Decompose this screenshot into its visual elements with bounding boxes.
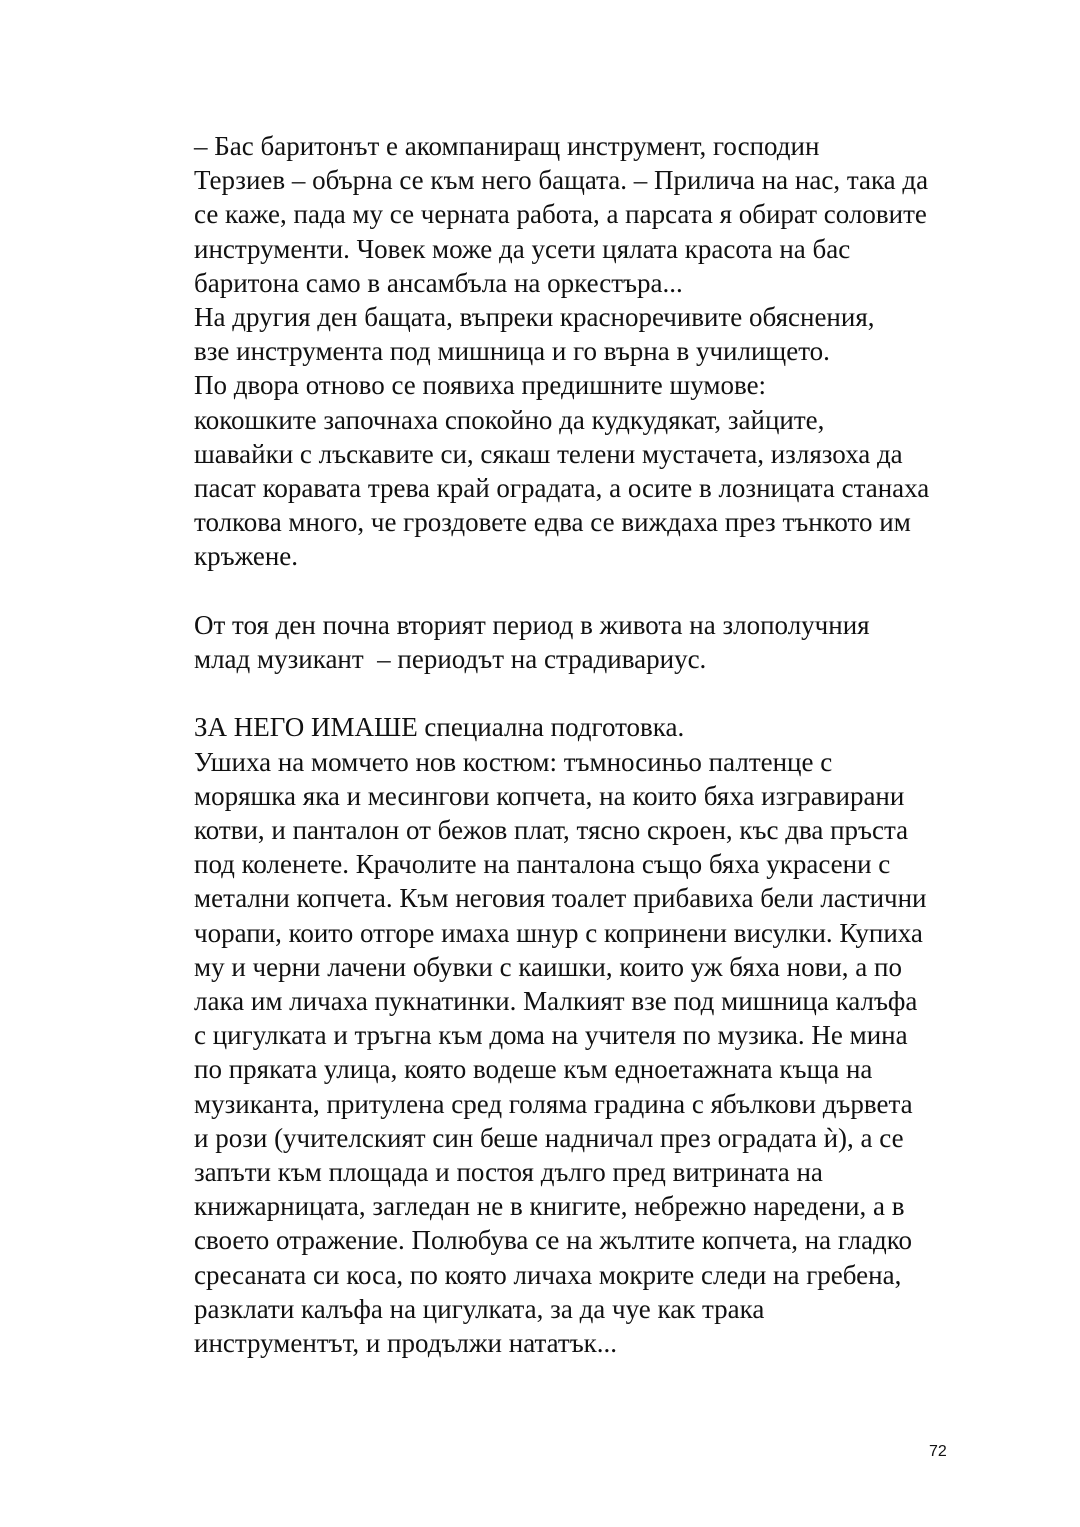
text-line: му и черни лачени обувки с каишки, които уж бяха нови, а по: [194, 951, 902, 982]
text-line: под коленете. Крачолите на панталона също бяха украсени с: [194, 849, 891, 880]
text-line: инструменти. Човек може да усети цялата красота на бас: [194, 233, 851, 264]
text-line: по пряката улица, която водеше към едноетажната къща на: [194, 1054, 873, 1085]
text-line: От тоя ден почна вторият период в живота на злополучния: [194, 609, 870, 640]
text-line: музиканта, притулена сред голяма градина с ябълкови дървета: [194, 1088, 913, 1119]
text-line: се каже, пада му се черната работа, а парсата я обират соловите: [194, 199, 927, 230]
text-line: Ушиха на момчето нов костюм: тъмносиньо палтенце с: [194, 746, 833, 777]
text-line: и рози (учителският син беше надничал през оградата ѝ), а се: [194, 1122, 904, 1153]
text-line: разклати калъфа на цигулката, за да чуе как трака: [194, 1293, 765, 1324]
paragraph-4: [130, 608, 952, 676]
paragraph-5: [130, 710, 952, 744]
text-line: котви, и панталон от бежов плат, тясно скроен, къс два пръста: [194, 815, 909, 846]
text-line: метални копчета. Към неговия тоалет прибавиха бели ластични: [194, 883, 927, 914]
text-line: ЗА НЕГО ИМАШЕ специална подготовка.: [194, 712, 685, 743]
text-line: млад музикант – периодът на страдивариус.: [194, 644, 707, 675]
text-line: шавайки с лъскавите си, сякаш телени мустачета, излязоха да: [194, 438, 903, 469]
text-line: кокошките започнаха спокойно да кудкудякат, зайците,: [194, 404, 825, 435]
text-line: запъти към площада и постоя дълго пред витрината на: [194, 1157, 823, 1188]
text-line: баритона само в ансамбъла на оркестъра...: [194, 267, 683, 298]
text-line: пасат коравата трева край оградата, а осите в лозницата станаха: [194, 473, 930, 504]
page-body: [130, 129, 952, 1360]
text-line: с цигулката и тръгна към дома на учителя по музика. Не мина: [194, 1020, 908, 1051]
paragraph-1: [130, 129, 952, 300]
blank-line: [130, 574, 952, 608]
text-line: взе инструмента под мишница и го върна в училището.: [194, 336, 830, 367]
text-line: лака им личаха пукнатинки. Малкият взе под мишница калъфа: [194, 986, 918, 1017]
blank-line: [130, 676, 952, 710]
page-number: 72: [929, 1443, 947, 1460]
text-line: чорапи, които отгоре имаха шнур с копринени висулки. Купиха: [194, 917, 923, 948]
text-line: своето отражение. Полюбува се на жълтите копчета, на гладко: [194, 1225, 913, 1256]
text-line: По двора отново се появиха предишните шумове:: [194, 370, 767, 401]
paragraph-6: [130, 745, 952, 1361]
text-line: кръжене.: [194, 541, 299, 572]
text-line: На другия ден бащата, въпреки красноречивите обяснения,: [194, 302, 875, 333]
paragraph-2: [130, 300, 952, 368]
text-line: – Бас баритонът е акомпаниращ инструмент, господин: [194, 131, 820, 161]
text-line: моряшка яка и месингови копчета, на които бяха изгравирани: [194, 780, 905, 811]
text-line: сресаната си коса, по която личаха мокрите следи на гребена,: [194, 1259, 902, 1290]
text-line: Терзиев – обърна се към него бащата. – Прилича на нас, така да: [194, 165, 929, 196]
text-line: книжарницата, загледан не в книгите, небрежно наредени, а в: [194, 1191, 905, 1222]
paragraph-3: [130, 368, 952, 573]
text-line: толкова много, че гроздовете едва се виждаха през тънкото им: [194, 507, 911, 538]
text-line: инструментът, и продължи нататък...: [194, 1328, 618, 1359]
